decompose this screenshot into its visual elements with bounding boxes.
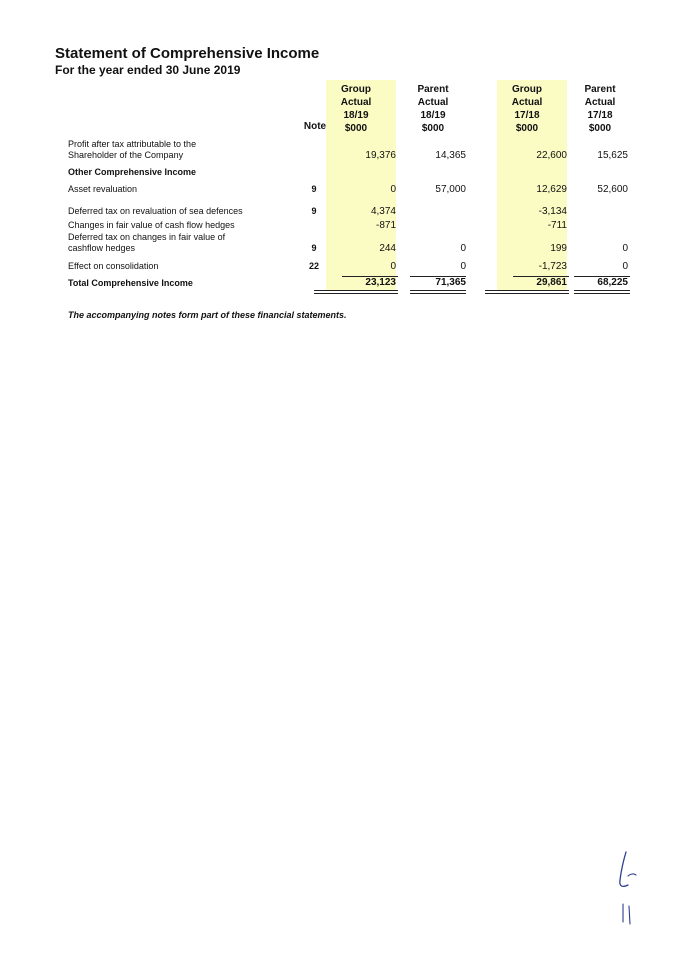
deferred-tax-fv-group-1819: 244 — [379, 243, 396, 254]
statement-title: Statement of Comprehensive Income — [55, 45, 320, 62]
note-asset-revaluation: 9 — [311, 184, 317, 194]
note-consolidation: 22 — [308, 261, 319, 271]
row-label-profit-line2: Shareholder of the Company — [68, 150, 184, 160]
row-label-asset-revaluation: Asset revaluation — [68, 184, 138, 194]
row-label-consolidation: Effect on consolidation — [68, 261, 159, 271]
deferred-tax-fv-parent-1718: 0 — [622, 243, 628, 254]
deferred-tax-sea-group-1819: 4,374 — [370, 206, 396, 217]
consolidation-parent-1819: 0 — [460, 261, 466, 272]
profit-group-1718: 22,600 — [536, 150, 567, 161]
asset-reval-parent-1819: 57,000 — [435, 184, 466, 195]
consolidation-group-1819: 0 — [390, 261, 396, 272]
consolidation-parent-1718: 0 — [622, 261, 628, 272]
total-underline-parent-1819 — [410, 290, 466, 294]
footnote: The accompanying notes form part of these financial statements. — [68, 310, 347, 320]
row-label-deferred-tax-fv-line1: Deferred tax on changes in fair value of — [68, 232, 226, 242]
row-label-total: Total Comprehensive Income — [68, 278, 193, 288]
row-label-fv-cash-flow: Changes in fair value of cash flow hedges — [68, 220, 235, 230]
deferred-tax-fv-group-1718: 199 — [550, 243, 567, 254]
profit-parent-1819: 14,365 — [435, 150, 466, 161]
profit-group-1819: 19,376 — [365, 150, 396, 161]
note-deferred-tax-fv: 9 — [311, 243, 317, 253]
asset-reval-parent-1718: 52,600 — [597, 184, 628, 195]
consolidation-group-1718: -1,723 — [538, 261, 567, 272]
total-underline-group-1718 — [485, 290, 569, 294]
deferred-tax-sea-group-1718: -3,134 — [538, 206, 567, 217]
column-header-parent-1718: Parent Actual 17/18 $000 — [584, 84, 616, 134]
column-header-group-1718: Group Actual 17/18 $000 — [511, 84, 543, 134]
deferred-tax-fv-parent-1819: 0 — [460, 243, 466, 254]
profit-parent-1718: 15,625 — [597, 150, 628, 161]
note-deferred-tax-sea: 9 — [311, 206, 317, 216]
section-heading-oci: Other Comprehensive Income — [68, 167, 197, 177]
row-label-deferred-tax-sea: Deferred tax on revaluation of sea defences — [68, 206, 243, 216]
total-group-1718: 29,861 — [536, 277, 567, 288]
total-parent-1819: 71,365 — [435, 277, 466, 288]
total-underline-parent-1718 — [574, 290, 630, 294]
fv-cash-flow-group-1718: -711 — [547, 220, 567, 231]
total-underline-group-1819 — [314, 290, 398, 294]
column-header-parent-1819: Parent Actual 18/19 $000 — [417, 84, 449, 134]
handwritten-initials-signature — [612, 848, 652, 928]
total-parent-1718: 68,225 — [597, 277, 628, 288]
row-label-profit-line1: Profit after tax attributable to the — [68, 139, 197, 149]
asset-reval-group-1718: 12,629 — [536, 184, 567, 195]
fv-cash-flow-group-1819: -871 — [375, 220, 396, 231]
note-column-header: Note — [303, 121, 327, 132]
asset-reval-group-1819: 0 — [390, 184, 396, 195]
column-header-group-1819: Group Actual 18/19 $000 — [340, 84, 372, 134]
total-group-1819: 23,123 — [365, 277, 396, 288]
statement-subtitle: For the year ended 30 June 2019 — [55, 63, 241, 77]
row-label-deferred-tax-fv-line2: cashflow hedges — [68, 243, 136, 253]
